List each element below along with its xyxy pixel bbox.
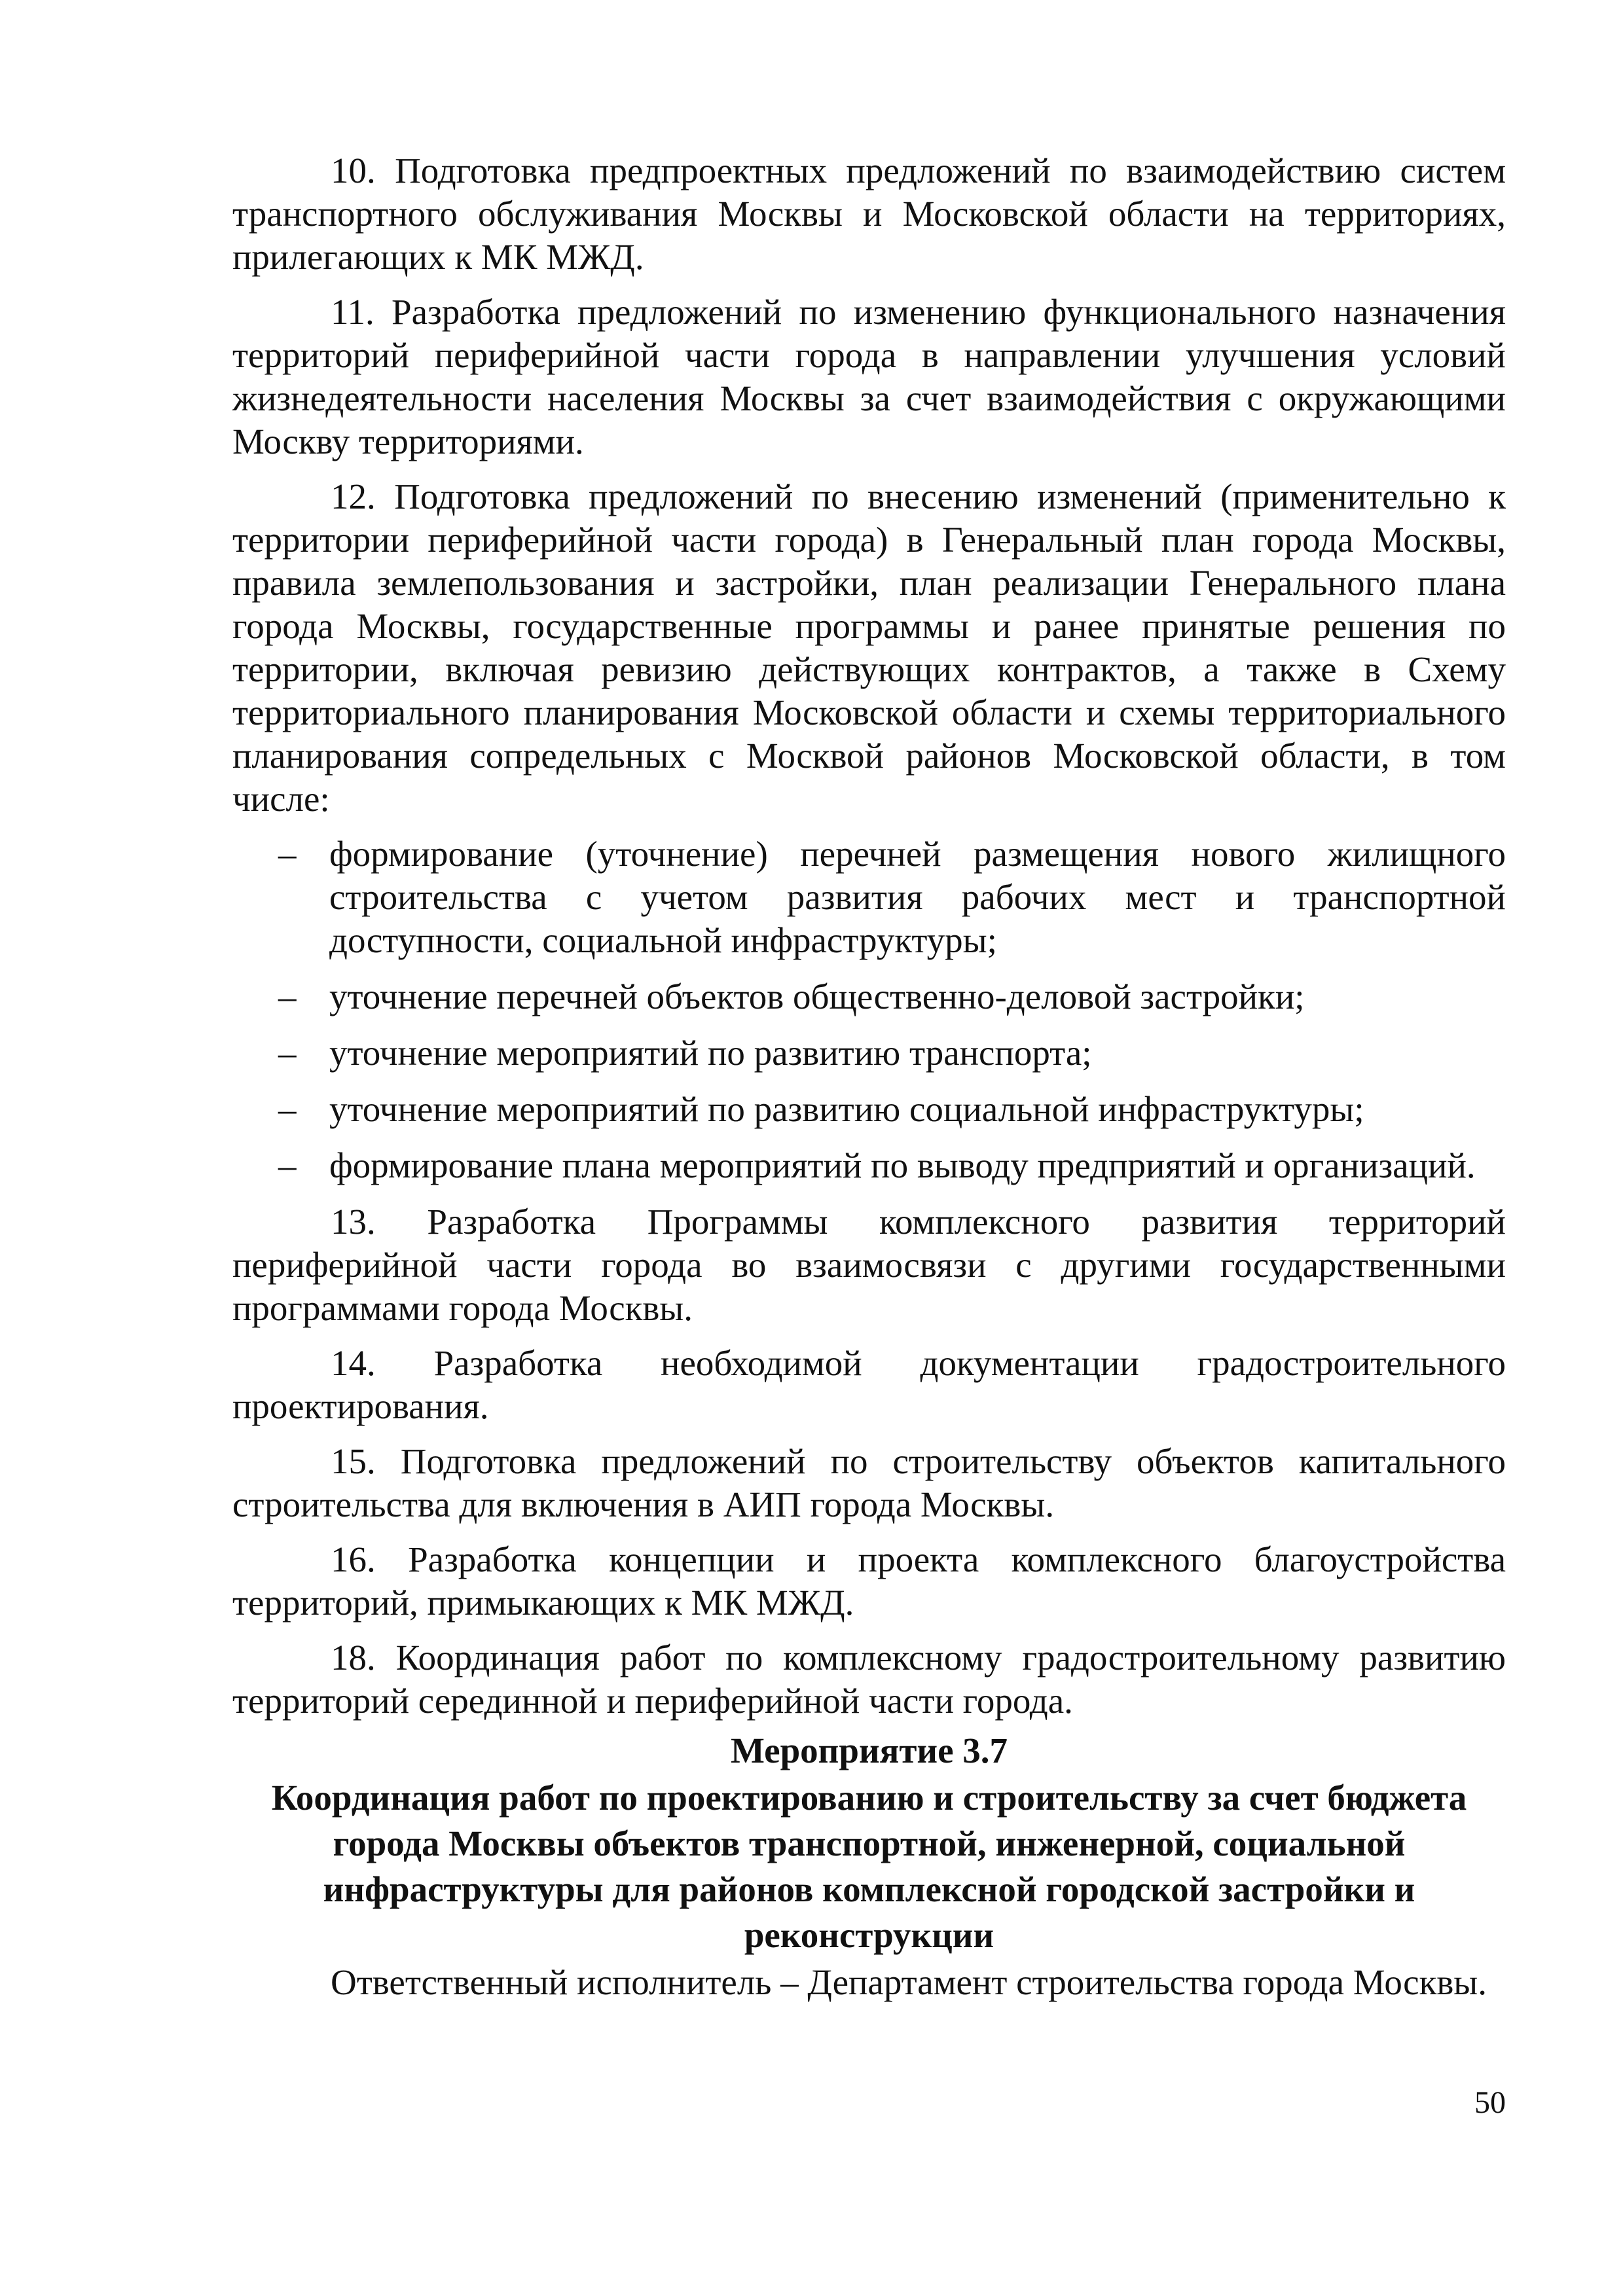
dash-bullet: – [278,977,297,1016]
section-title: Мероприятие 3.7 [730,1731,1008,1770]
paragraph-item-12: 12. Подготовка предложений по внесению изменений (применительно к территории периферийной части города) в Генеральный план города Москвы, правила землепользования и застройки, план реализации Генерального плана города Москвы, государственные программы и ранее принятые решения по территории, включая ревизию действующих контрактов, а также в Схему территориального планирования Московской области и схемы территориального планирования сопредельных с Москвой районов Московской области, в том числе: [232,476,1506,819]
section-subtitle: Координация работ по проектированию и строительству за счет бюджета города Москвы объектов транспортной, инженерной, социальной инфраструктуры для районов комплексной городской застройки и реконструкции [271,1778,1467,1955]
list-item [232,1031,1506,1075]
list-item-text: формирование плана мероприятий по выводу предприятий и организаций. [329,1145,1476,1185]
dash-bullet: – [278,1089,297,1129]
paragraph-item-18: 18. Координация работ по комплексному градостроительному развитию территорий серединной и периферийной части города. [232,1638,1506,1721]
paragraph-item-10: 10. Подготовка предпроектных предложений по взаимодействию систем транспортного обслуживания Москвы и Московской области на территориях, прилегающих к МК МЖД. [232,151,1506,277]
paragraph-item-13: 13. Разработка Программы комплексного развития территорий периферийной части города во взаимосвязи с другими государственными программами города Москвы. [232,1202,1506,1328]
dash-list [232,833,1506,1187]
dash-bullet: – [278,1145,297,1185]
dash-bullet: – [278,834,297,874]
list-item [232,1088,1506,1131]
list-item-text: уточнение перечней объектов общественно-деловой застройки; [329,977,1305,1016]
paragraph-item-15: 15. Подготовка предложений по строительству объектов капитального строительства для включения в АИП города Москвы. [232,1441,1506,1524]
responsible-executor: Ответственный исполнитель – Департамент строительства города Москвы. [331,1962,1487,2002]
list-item [232,1144,1506,1187]
list-item-text: уточнение мероприятий по развитию транспорта; [329,1033,1092,1073]
list-item-text: формирование (уточнение) перечней размещения нового жилищного строительства с учетом развития рабочих мест и транспортной доступности, социальной инфраструктуры; [329,834,1506,960]
dash-bullet: – [278,1033,297,1073]
list-item-text: уточнение мероприятий по развитию социальной инфраструктуры; [329,1089,1364,1129]
paragraph-item-16: 16. Разработка концепции и проекта комплексного благоустройства территорий, примыкающих к МК МЖД. [232,1539,1506,1623]
paragraph-item-14: 14. Разработка необходимой документации градостроительного проектирования. [232,1343,1506,1426]
document-page [232,149,1506,2016]
page-number: 50 [1474,2085,1506,2120]
list-item [232,833,1506,962]
paragraph-item-11: 11. Разработка предложений по изменению функционального назначения территорий периферийной части города в направлении улучшения условий жизнедеятельности населения Москвы за счет взаимодействия с окружающими Москву территориями. [232,292,1506,461]
list-item [232,975,1506,1018]
